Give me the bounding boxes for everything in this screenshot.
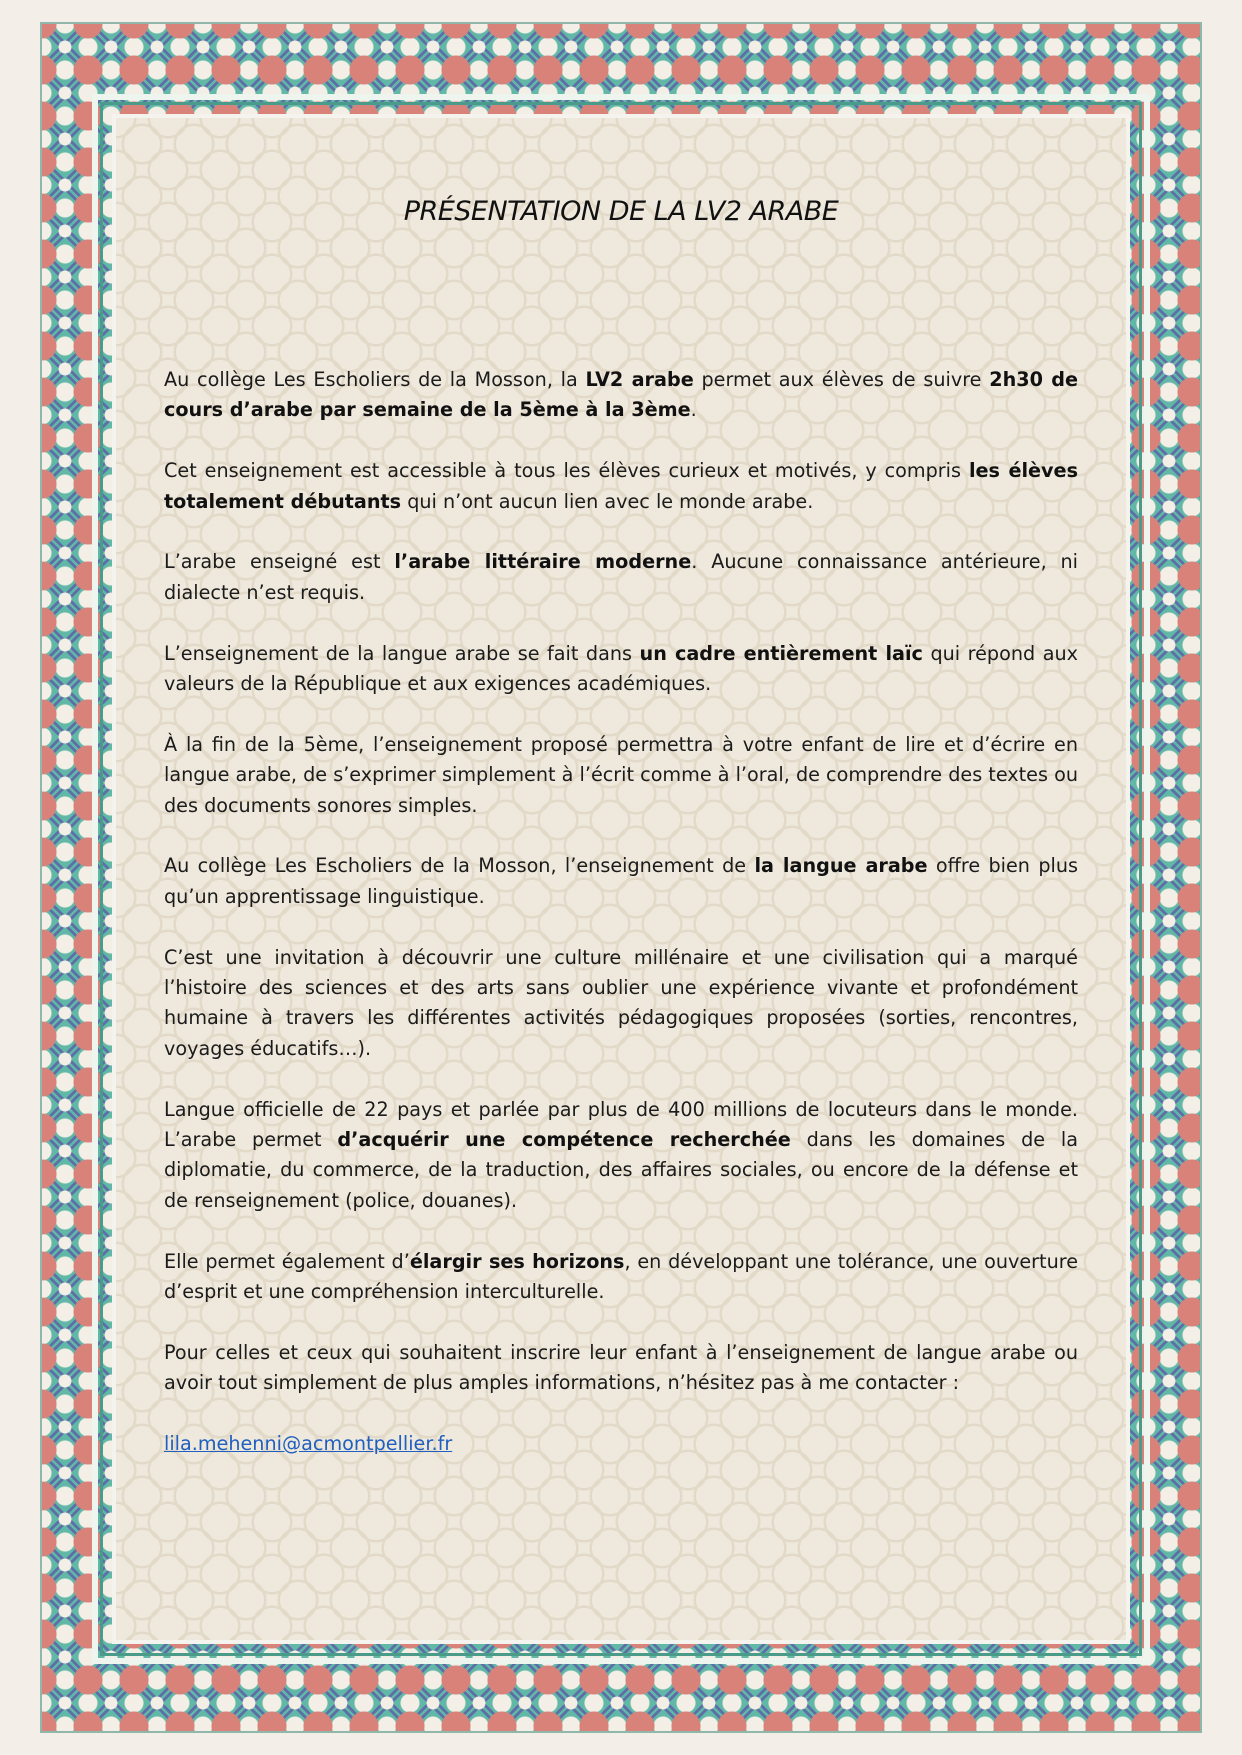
contact-paragraph xyxy=(164,1429,1078,1459)
paragraph xyxy=(164,456,1078,517)
paragraph xyxy=(164,639,1078,700)
bold-text: élargir ses horizons xyxy=(409,1249,625,1273)
text-segment: Au collège Les Escholiers de la Mosson, l’enseignement de xyxy=(164,854,755,878)
text-segment: À la fin de la 5ème, l’enseignement proposé permettra à votre enfant de lire et d’écrire en langue arabe, de s’exprimer simplement à l’écrit comme à l’oral, de comprendre des textes ou des documents sonores simples. xyxy=(164,732,1078,817)
page-title: PRÉSENTATION DE LA LV2 ARABE xyxy=(403,196,839,227)
text-segment: Langue officielle de 22 pays et parlée par plus de 400 millions de locuteurs dans le monde. L’arabe permet xyxy=(164,1097,1078,1152)
bold-text: d’acquérir une compétence recherchée xyxy=(337,1128,791,1152)
paragraph xyxy=(164,547,1078,608)
paragraph xyxy=(164,1095,1078,1217)
bold-text: un cadre entièrement laïc xyxy=(639,641,923,665)
text-segment: L’arabe enseigné est xyxy=(164,550,395,574)
paragraph-list xyxy=(164,365,1078,1399)
text-segment: dans les domaines de la diplomatie, du commerce, de la traduction, des affaires sociales, ou encore de la défense et de renseignement (police, douanes). xyxy=(164,1128,1078,1212)
text-segment: permet aux élèves de suivre xyxy=(693,368,990,391)
text-segment: C’est une invitation à découvrir une culture millénaire et une civilisation qui a marqué l’histoire des sciences et des arts sans oublier une expérience vivante et profondément humaine à travers les différentes activités pédagogiques proposées (sorties, rencontres, voyages éducatifs…). xyxy=(164,945,1078,1060)
text-segment: qui n’ont aucun lien avec le monde arabe. xyxy=(401,489,814,513)
paragraph xyxy=(164,1338,1078,1399)
text-segment: qui répond aux valeurs de la République et aux exigences académiques. xyxy=(164,641,1078,696)
text-segment: Elle permet également d’ xyxy=(164,1249,410,1273)
text-segment: offre bien plus qu’un apprentissage linguistique. xyxy=(164,854,1078,908)
text-segment: Pour celles et ceux qui souhaitent inscrire leur enfant à l’enseignement de langue arabe ou avoir tout simplement de plus amples informations, n’hésitez pas à me contacter : xyxy=(164,1340,1078,1395)
contact-email-link[interactable]: lila.mehenni@acmontpellier.fr xyxy=(164,1432,453,1456)
bold-text: la langue arabe xyxy=(754,854,928,878)
text-segment: L’enseignement de la langue arabe se fait dans xyxy=(164,641,640,665)
bold-text: LV2 arabe xyxy=(585,368,694,391)
text-segment: . xyxy=(690,398,697,422)
text-segment: Au collège Les Escholiers de la Mosson, la xyxy=(164,368,586,391)
body-text xyxy=(164,365,1078,1490)
text-segment: Cet enseignement est accessible à tous les élèves curieux et motivés, y compris xyxy=(164,459,969,483)
text-segment: . Aucune connaissance antérieure, ni dialecte n’est requis. xyxy=(164,550,1079,604)
paragraph xyxy=(164,851,1078,912)
bold-text: les élèves totalement débutants xyxy=(164,459,1078,513)
paragraph xyxy=(164,943,1078,1065)
bold-text: 2h30 de cours d’arabe par semaine de la 5ème à la 3ème xyxy=(164,368,1079,422)
text-segment: , en développant une tolérance, une ouverture d’esprit et une compréhension interculturelle. xyxy=(164,1249,1078,1304)
bold-text: l’arabe littéraire moderne xyxy=(394,550,692,574)
paragraph xyxy=(164,730,1078,821)
paragraph xyxy=(164,365,1078,426)
paragraph xyxy=(164,1247,1078,1308)
